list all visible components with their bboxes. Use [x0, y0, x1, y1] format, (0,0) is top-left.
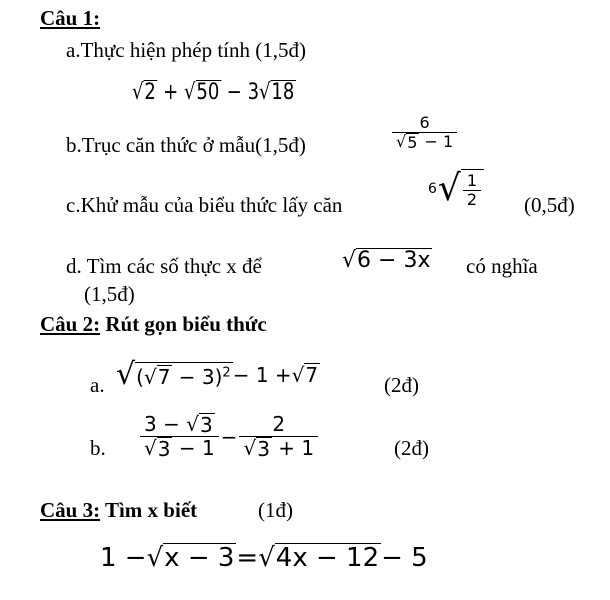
q2a-points: (2đ): [384, 373, 419, 397]
q1a-text: a.Thực hiện phép tính (1,5đ): [66, 38, 306, 62]
q2a-label: a.: [90, 373, 105, 397]
sqrt-18: √ 18: [259, 80, 295, 105]
q2b-expression: 3 − √ 3 √ 3 − 1 − 2 √ 3 + 1: [140, 412, 318, 460]
q2-heading: [40, 312, 267, 337]
q3-title: Câu 3:: [40, 498, 101, 522]
q2b-label: b.: [90, 436, 106, 460]
sqrt-2: √ 2: [132, 80, 156, 105]
q3-equation: 1 − √ x − 3 = √ 4x − 12 − 5: [100, 543, 428, 573]
q2a-expression: √ ( √ 7 − 3)$^2$ − 1 + √ 7: [116, 357, 319, 392]
q1d-text: d. Tìm các số thực x để: [66, 254, 262, 278]
q1c-points: (0,5đ): [524, 193, 575, 217]
q1c-expression: 6 √ $\frac{1}{2}$: [428, 169, 484, 210]
q3-points: (1đ): [258, 498, 293, 522]
sqrt-50: √ 50: [184, 80, 220, 105]
q1d-tail: có nghĩa: [466, 254, 538, 278]
q2-title: Câu 2:: [40, 312, 101, 336]
q1b-fraction: 6 √ 5 − 1: [392, 114, 457, 152]
q1c-text: c.Khử mẫu của biểu thức lấy căn: [66, 193, 343, 217]
q1a-expression: √ 2 + √ 50 − 3 √ 18: [132, 80, 295, 105]
q1b-text: b.Trục căn thức ở mẫu(1,5đ): [66, 133, 306, 157]
q1d-points: (1,5đ): [84, 282, 135, 306]
q1-title: Câu 1:: [40, 6, 101, 30]
q2-title-rest: Rút gọn biểu thức: [100, 312, 267, 336]
q3-title-rest: Tìm x biết: [100, 498, 198, 522]
q3-heading: [40, 498, 197, 523]
q1d-expression: √ 6 − 3x: [342, 248, 431, 273]
q2b-points: (2đ): [394, 436, 429, 460]
